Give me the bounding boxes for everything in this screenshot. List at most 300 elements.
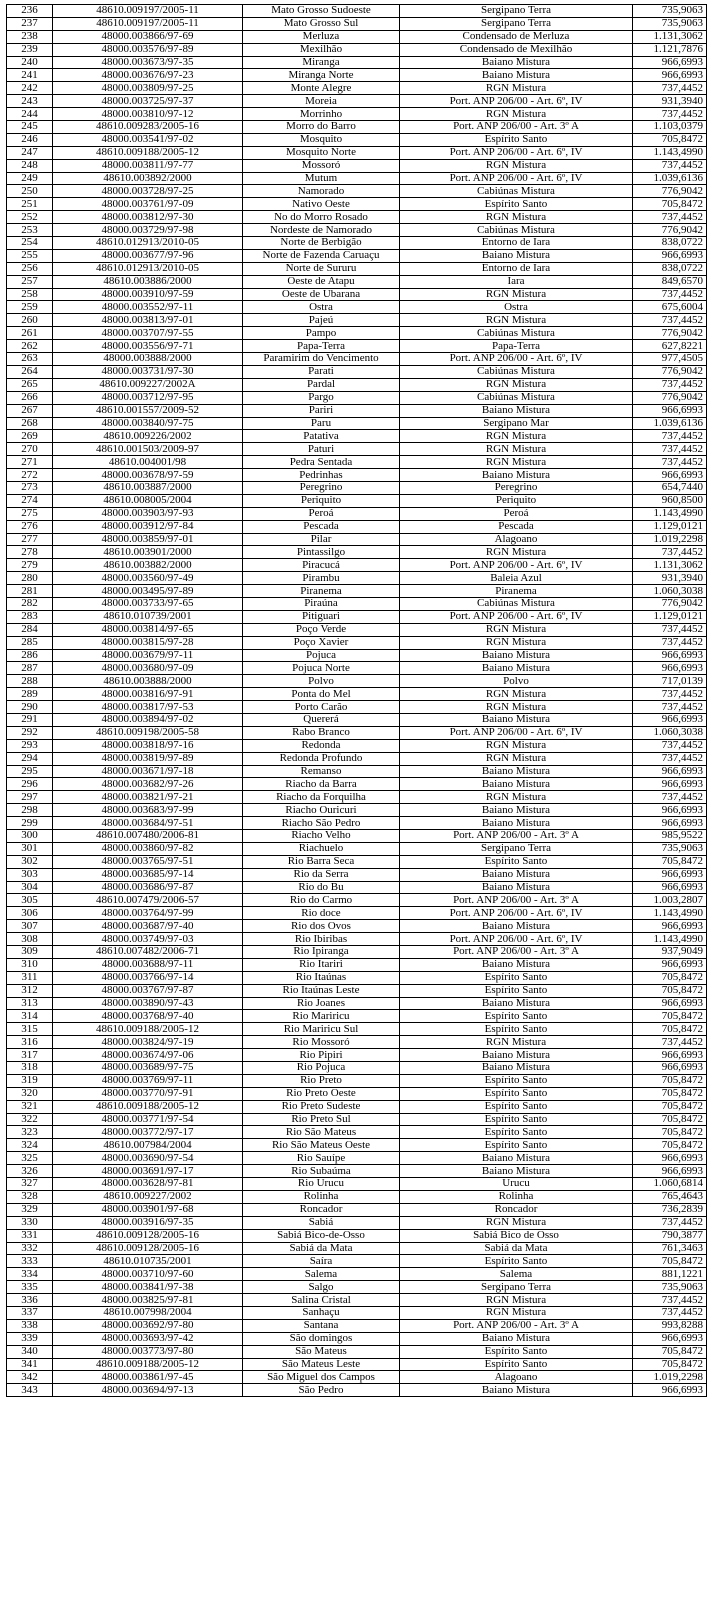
price-value-cell: 776,9042 [633, 185, 707, 198]
row-number-cell: 326 [7, 1165, 53, 1178]
row-number-cell: 268 [7, 417, 53, 430]
price-value-cell: 737,4452 [633, 1306, 707, 1319]
table-row [7, 726, 707, 739]
field-name-cell: Ostra [243, 301, 400, 314]
oil-stream-cell: Baiano Mistura [400, 1062, 633, 1075]
row-number-cell: 292 [7, 726, 53, 739]
table-row [7, 649, 707, 662]
price-value-cell: 993,8288 [633, 1319, 707, 1332]
oil-stream-cell: Espírito Santo [400, 1126, 633, 1139]
table-row [7, 5, 707, 18]
field-name-cell: Rio Preto Sudeste [243, 1100, 400, 1113]
oil-stream-cell: RGN Mistura [400, 688, 633, 701]
process-number-cell: 48000.003840/97-75 [53, 417, 243, 430]
price-value-cell: 654,7440 [633, 481, 707, 494]
price-value-cell: 1.039,6136 [633, 172, 707, 185]
price-value-cell: 1.019,2298 [633, 533, 707, 546]
row-number-cell: 245 [7, 121, 53, 134]
process-number-cell: 48000.003860/97-82 [53, 842, 243, 855]
field-name-cell: São domingos [243, 1332, 400, 1345]
table-row [7, 791, 707, 804]
table-row [7, 1294, 707, 1307]
oil-stream-cell: Baiano Mistura [400, 868, 633, 881]
row-number-cell: 339 [7, 1332, 53, 1345]
oil-stream-cell: Baiano Mistura [400, 881, 633, 894]
oil-stream-cell: Baiano Mistura [400, 920, 633, 933]
row-number-cell: 261 [7, 327, 53, 340]
table-row [7, 572, 707, 585]
process-number-cell: 48000.003769/97-11 [53, 1074, 243, 1087]
oil-stream-cell: Baiano Mistura [400, 804, 633, 817]
process-number-cell: 48000.003707/97-55 [53, 327, 243, 340]
process-number-cell: 48000.003912/97-84 [53, 520, 243, 533]
price-value-cell: 966,6993 [633, 920, 707, 933]
field-name-cell: Riacho da Forquilha [243, 791, 400, 804]
price-value-cell: 737,4452 [633, 378, 707, 391]
row-number-cell: 257 [7, 275, 53, 288]
row-number-cell: 316 [7, 1036, 53, 1049]
table-row [7, 765, 707, 778]
field-name-cell: Riacho Ouricuri [243, 804, 400, 817]
oil-stream-cell: Baiano Mistura [400, 1165, 633, 1178]
table-row [7, 404, 707, 417]
field-name-cell: Paturi [243, 443, 400, 456]
table-row [7, 353, 707, 366]
table-row [7, 1100, 707, 1113]
field-name-cell: Rio Mossoró [243, 1036, 400, 1049]
field-name-cell: Piranema [243, 585, 400, 598]
price-value-cell: 838,0722 [633, 262, 707, 275]
table-row [7, 340, 707, 353]
process-number-cell: 48610.003901/2000 [53, 546, 243, 559]
price-value-cell: 1.143,4990 [633, 907, 707, 920]
price-value-cell: 737,4452 [633, 623, 707, 636]
table-row [7, 133, 707, 146]
process-number-cell: 48000.003810/97-12 [53, 108, 243, 121]
field-name-cell: Rio Mariricu [243, 1010, 400, 1023]
price-value-cell: 705,8472 [633, 984, 707, 997]
row-number-cell: 322 [7, 1113, 53, 1126]
table-row [7, 855, 707, 868]
field-name-cell: Nativo Oeste [243, 198, 400, 211]
field-name-cell: Mato Grosso Sul [243, 17, 400, 30]
price-value-cell: 737,4452 [633, 430, 707, 443]
price-value-cell: 1.143,4990 [633, 507, 707, 520]
price-value-cell: 1.131,3062 [633, 30, 707, 43]
process-number-cell: 48000.003690/97-54 [53, 1152, 243, 1165]
table-row [7, 997, 707, 1010]
process-number-cell: 48000.003824/97-19 [53, 1036, 243, 1049]
field-name-cell: Rio doce [243, 907, 400, 920]
oil-stream-cell: Espírito Santo [400, 1139, 633, 1152]
oil-stream-cell: Piranema [400, 585, 633, 598]
oil-stream-cell: Port. ANP 206/00 - Art. 3º A [400, 1319, 633, 1332]
process-number-cell: 48000.003671/97-18 [53, 765, 243, 778]
process-number-cell: 48000.003812/97-30 [53, 211, 243, 224]
process-number-cell: 48000.003916/97-35 [53, 1216, 243, 1229]
price-value-cell: 966,6993 [633, 404, 707, 417]
row-number-cell: 291 [7, 713, 53, 726]
field-name-cell: Parati [243, 365, 400, 378]
price-value-cell: 737,4452 [633, 739, 707, 752]
process-number-cell: 48000.003816/97-91 [53, 688, 243, 701]
price-value-cell: 705,8472 [633, 855, 707, 868]
oil-stream-cell: Sergipano Terra [400, 5, 633, 18]
field-name-cell: Riachuelo [243, 842, 400, 855]
table-row [7, 778, 707, 791]
price-value-cell: 776,9042 [633, 224, 707, 237]
oil-stream-cell: RGN Mistura [400, 791, 633, 804]
field-name-cell: Riacho Velho [243, 830, 400, 843]
price-value-cell: 776,9042 [633, 365, 707, 378]
oil-stream-cell: Baiano Mistura [400, 713, 633, 726]
process-number-cell: 48000.003841/97-38 [53, 1281, 243, 1294]
table-row [7, 752, 707, 765]
field-name-cell: Mexilhão [243, 43, 400, 56]
field-name-cell: Rio São Mateus Oeste [243, 1139, 400, 1152]
process-number-cell: 48000.003733/97-65 [53, 597, 243, 610]
table-row [7, 159, 707, 172]
process-number-cell: 48000.003903/97-93 [53, 507, 243, 520]
field-name-cell: São Pedro [243, 1384, 400, 1397]
row-number-cell: 242 [7, 82, 53, 95]
row-number-cell: 306 [7, 907, 53, 920]
table-row [7, 546, 707, 559]
process-number-cell: 48000.003731/97-30 [53, 365, 243, 378]
table-row [7, 1062, 707, 1075]
field-name-cell: Paramirim do Vencimento [243, 353, 400, 366]
table-body [7, 5, 707, 1397]
oil-stream-cell: Peroá [400, 507, 633, 520]
table-row [7, 1023, 707, 1036]
table-row [7, 520, 707, 533]
row-number-cell: 314 [7, 1010, 53, 1023]
field-name-cell: Redonda [243, 739, 400, 752]
process-number-cell: 48610.004001/98 [53, 456, 243, 469]
table-row [7, 417, 707, 430]
price-value-cell: 735,9063 [633, 842, 707, 855]
price-value-cell: 705,8472 [633, 1087, 707, 1100]
oil-stream-cell: RGN Mistura [400, 82, 633, 95]
table-row [7, 17, 707, 30]
process-number-cell: 48000.003628/97-81 [53, 1178, 243, 1191]
row-number-cell: 266 [7, 391, 53, 404]
price-value-cell: 966,6993 [633, 662, 707, 675]
price-value-cell: 1.121,7876 [633, 43, 707, 56]
row-number-cell: 315 [7, 1023, 53, 1036]
oil-stream-cell: Condensado de Mexilhão [400, 43, 633, 56]
price-value-cell: 966,6993 [633, 881, 707, 894]
oil-stream-cell: RGN Mistura [400, 1216, 633, 1229]
process-number-cell: 48000.003809/97-25 [53, 82, 243, 95]
table-row [7, 1087, 707, 1100]
oil-stream-cell: Espírito Santo [400, 971, 633, 984]
table-row [7, 262, 707, 275]
table-row [7, 1152, 707, 1165]
oil-stream-cell: Baiano Mistura [400, 817, 633, 830]
process-number-cell: 48000.003686/97-87 [53, 881, 243, 894]
field-name-cell: Paru [243, 417, 400, 430]
table-row [7, 456, 707, 469]
price-value-cell: 737,4452 [633, 288, 707, 301]
field-name-cell: Rio Preto [243, 1074, 400, 1087]
price-value-cell: 705,8472 [633, 1345, 707, 1358]
table-row [7, 507, 707, 520]
process-number-cell: 48610.003888/2000 [53, 675, 243, 688]
price-value-cell: 735,9063 [633, 5, 707, 18]
table-row [7, 907, 707, 920]
process-number-cell: 48000.003677/97-96 [53, 249, 243, 262]
process-number-cell: 48610.001503/2009-97 [53, 443, 243, 456]
oil-stream-cell: Port. ANP 206/00 - Art. 3º A [400, 946, 633, 959]
price-value-cell: 966,6993 [633, 249, 707, 262]
oil-stream-cell: Periquito [400, 494, 633, 507]
price-value-cell: 735,9063 [633, 1281, 707, 1294]
table-row [7, 842, 707, 855]
field-name-cell: Rio da Serra [243, 868, 400, 881]
table-row [7, 301, 707, 314]
row-number-cell: 281 [7, 585, 53, 598]
table-row [7, 95, 707, 108]
process-number-cell: 48610.008005/2004 [53, 494, 243, 507]
process-number-cell: 48000.003768/97-40 [53, 1010, 243, 1023]
row-number-cell: 302 [7, 855, 53, 868]
oil-stream-cell: Entorno de Iara [400, 262, 633, 275]
row-number-cell: 280 [7, 572, 53, 585]
field-name-cell: No do Morro Rosado [243, 211, 400, 224]
oil-stream-cell: Espírito Santo [400, 1345, 633, 1358]
oil-stream-cell: RGN Mistura [400, 1294, 633, 1307]
field-name-cell: Rio Preto Oeste [243, 1087, 400, 1100]
field-name-cell: Pardal [243, 378, 400, 391]
table-row [7, 494, 707, 507]
field-name-cell: Mossoró [243, 159, 400, 172]
row-number-cell: 254 [7, 237, 53, 250]
oil-stream-cell: Papa-Terra [400, 340, 633, 353]
process-number-cell: 48000.003729/97-98 [53, 224, 243, 237]
price-value-cell: 849,6570 [633, 275, 707, 288]
table-row [7, 275, 707, 288]
row-number-cell: 305 [7, 894, 53, 907]
price-value-cell: 838,0722 [633, 237, 707, 250]
process-number-cell: 48000.003680/97-09 [53, 662, 243, 675]
process-number-cell: 48000.003764/97-99 [53, 907, 243, 920]
oil-stream-cell: Baiano Mistura [400, 662, 633, 675]
table-row [7, 1384, 707, 1397]
row-number-cell: 324 [7, 1139, 53, 1152]
table-row [7, 946, 707, 959]
price-value-cell: 881,1221 [633, 1268, 707, 1281]
table-row [7, 443, 707, 456]
field-name-cell: Pajeú [243, 314, 400, 327]
oil-stream-cell: Port. ANP 206/00 - Art. 6º, IV [400, 559, 633, 572]
field-name-cell: Pedrinhas [243, 469, 400, 482]
table-row [7, 804, 707, 817]
table-row [7, 701, 707, 714]
process-number-cell: 48000.003691/97-17 [53, 1165, 243, 1178]
row-number-cell: 343 [7, 1384, 53, 1397]
table-row [7, 984, 707, 997]
field-name-cell: Rio dos Ovos [243, 920, 400, 933]
oil-stream-cell: Baiano Mistura [400, 765, 633, 778]
price-value-cell: 737,4452 [633, 456, 707, 469]
process-number-cell: 48610.009188/2005-12 [53, 1023, 243, 1036]
table-row [7, 237, 707, 250]
price-value-cell: 737,4452 [633, 108, 707, 121]
field-name-cell: Rio Subaúma [243, 1165, 400, 1178]
price-value-cell: 737,4452 [633, 791, 707, 804]
oil-stream-cell: Port. ANP 206/00 - Art. 6º, IV [400, 726, 633, 739]
oil-stream-cell: Espírito Santo [400, 1023, 633, 1036]
table-row [7, 1010, 707, 1023]
field-name-cell: Rio Barra Seca [243, 855, 400, 868]
process-number-cell: 48610.009188/2005-12 [53, 146, 243, 159]
oil-stream-cell: RGN Mistura [400, 378, 633, 391]
process-number-cell: 48000.003773/97-80 [53, 1345, 243, 1358]
field-name-cell: Oeste de Atapu [243, 275, 400, 288]
price-value-cell: 966,6993 [633, 69, 707, 82]
price-value-cell: 977,4505 [633, 353, 707, 366]
oil-stream-cell: Cabiúnas Mistura [400, 597, 633, 610]
process-number-cell: 48000.003576/97-89 [53, 43, 243, 56]
field-name-cell: Saíra [243, 1255, 400, 1268]
oil-stream-cell: Espírito Santo [400, 1100, 633, 1113]
price-value-cell: 790,3877 [633, 1229, 707, 1242]
process-number-cell: 48000.003673/97-35 [53, 56, 243, 69]
row-number-cell: 340 [7, 1345, 53, 1358]
field-name-cell: Riacho São Pedro [243, 817, 400, 830]
field-name-cell: Piraúna [243, 597, 400, 610]
row-number-cell: 282 [7, 597, 53, 610]
table-row [7, 933, 707, 946]
price-value-cell: 1.129,0121 [633, 520, 707, 533]
field-name-cell: Morro do Barro [243, 121, 400, 134]
field-name-cell: Redonda Profundo [243, 752, 400, 765]
row-number-cell: 263 [7, 353, 53, 366]
field-name-cell: São Miguel dos Campos [243, 1371, 400, 1384]
table-row [7, 662, 707, 675]
row-number-cell: 299 [7, 817, 53, 830]
row-number-cell: 287 [7, 662, 53, 675]
oil-stream-cell: Condensado de Merluza [400, 30, 633, 43]
price-value-cell: 705,8472 [633, 971, 707, 984]
row-number-cell: 241 [7, 69, 53, 82]
process-number-cell: 48000.003815/97-28 [53, 636, 243, 649]
process-number-cell: 48610.009188/2005-12 [53, 1100, 243, 1113]
row-number-cell: 300 [7, 830, 53, 843]
row-number-cell: 296 [7, 778, 53, 791]
process-number-cell: 48000.003712/97-95 [53, 391, 243, 404]
field-name-cell: Rio Itaúnas [243, 971, 400, 984]
oil-stream-cell: Espírito Santo [400, 1113, 633, 1126]
price-value-cell: 960,8500 [633, 494, 707, 507]
process-number-cell: 48610.003886/2000 [53, 275, 243, 288]
process-number-cell: 48610.009283/2005-16 [53, 121, 243, 134]
process-number-cell: 48000.003771/97-54 [53, 1113, 243, 1126]
oil-stream-cell: Pescada [400, 520, 633, 533]
row-number-cell: 318 [7, 1062, 53, 1075]
field-name-cell: Miranga [243, 56, 400, 69]
table-row [7, 817, 707, 830]
oil-stream-cell: Baiano Mistura [400, 997, 633, 1010]
field-name-cell: Poço Verde [243, 623, 400, 636]
row-number-cell: 277 [7, 533, 53, 546]
field-name-cell: Norte de Berbigão [243, 237, 400, 250]
price-value-cell: 776,9042 [633, 327, 707, 340]
field-name-cell: Ponta do Mel [243, 688, 400, 701]
table-row [7, 1255, 707, 1268]
price-value-cell: 737,4452 [633, 159, 707, 172]
price-value-cell: 717,0139 [633, 675, 707, 688]
process-number-cell: 48610.009227/2002A [53, 378, 243, 391]
table-row [7, 1165, 707, 1178]
process-number-cell: 48000.003693/97-42 [53, 1332, 243, 1345]
process-number-cell: 48000.003767/97-87 [53, 984, 243, 997]
row-number-cell: 246 [7, 133, 53, 146]
field-name-cell: Norte de Sururu [243, 262, 400, 275]
oil-stream-cell: Sergipano Terra [400, 1281, 633, 1294]
row-number-cell: 333 [7, 1255, 53, 1268]
process-number-cell: 48000.003674/97-06 [53, 1049, 243, 1062]
process-number-cell: 48000.003688/97-11 [53, 958, 243, 971]
price-value-cell: 966,6993 [633, 713, 707, 726]
oil-stream-cell: Baiano Mistura [400, 778, 633, 791]
process-number-cell: 48610.010739/2001 [53, 610, 243, 623]
price-value-cell: 931,3940 [633, 95, 707, 108]
process-number-cell: 48000.003676/97-23 [53, 69, 243, 82]
field-name-cell: Periquito [243, 494, 400, 507]
table-row [7, 185, 707, 198]
table-row [7, 469, 707, 482]
row-number-cell: 327 [7, 1178, 53, 1191]
price-value-cell: 737,4452 [633, 1216, 707, 1229]
process-number-cell: 48000.003694/97-13 [53, 1384, 243, 1397]
process-number-cell: 48000.003814/97-65 [53, 623, 243, 636]
price-value-cell: 737,4452 [633, 1294, 707, 1307]
process-number-cell: 48610.007998/2004 [53, 1306, 243, 1319]
oil-stream-cell: Baiano Mistura [400, 958, 633, 971]
row-number-cell: 304 [7, 881, 53, 894]
oil-stream-cell: Baiano Mistura [400, 649, 633, 662]
oil-stream-cell: RGN Mistura [400, 314, 633, 327]
field-name-cell: Poço Xavier [243, 636, 400, 649]
price-value-cell: 705,8472 [633, 1358, 707, 1371]
oil-stream-cell: Port. ANP 206/00 - Art. 6º, IV [400, 353, 633, 366]
process-number-cell: 48000.003910/97-59 [53, 288, 243, 301]
row-number-cell: 290 [7, 701, 53, 714]
row-number-cell: 249 [7, 172, 53, 185]
oil-stream-cell: Espírito Santo [400, 133, 633, 146]
process-number-cell: 48610.007482/2006-71 [53, 946, 243, 959]
process-number-cell: 48000.003684/97-51 [53, 817, 243, 830]
table-row [7, 1306, 707, 1319]
process-number-cell: 48610.007479/2006-57 [53, 894, 243, 907]
row-number-cell: 262 [7, 340, 53, 353]
process-number-cell: 48610.009198/2005-58 [53, 726, 243, 739]
field-name-cell: Pintassilgo [243, 546, 400, 559]
field-name-cell: Sanhaçu [243, 1306, 400, 1319]
field-name-cell: Namorado [243, 185, 400, 198]
price-value-cell: 1.143,4990 [633, 933, 707, 946]
row-number-cell: 295 [7, 765, 53, 778]
row-number-cell: 279 [7, 559, 53, 572]
price-value-cell: 705,8472 [633, 1255, 707, 1268]
table-row [7, 533, 707, 546]
price-value-cell: 705,8472 [633, 1100, 707, 1113]
row-number-cell: 312 [7, 984, 53, 997]
table-row [7, 108, 707, 121]
table-row [7, 1190, 707, 1203]
